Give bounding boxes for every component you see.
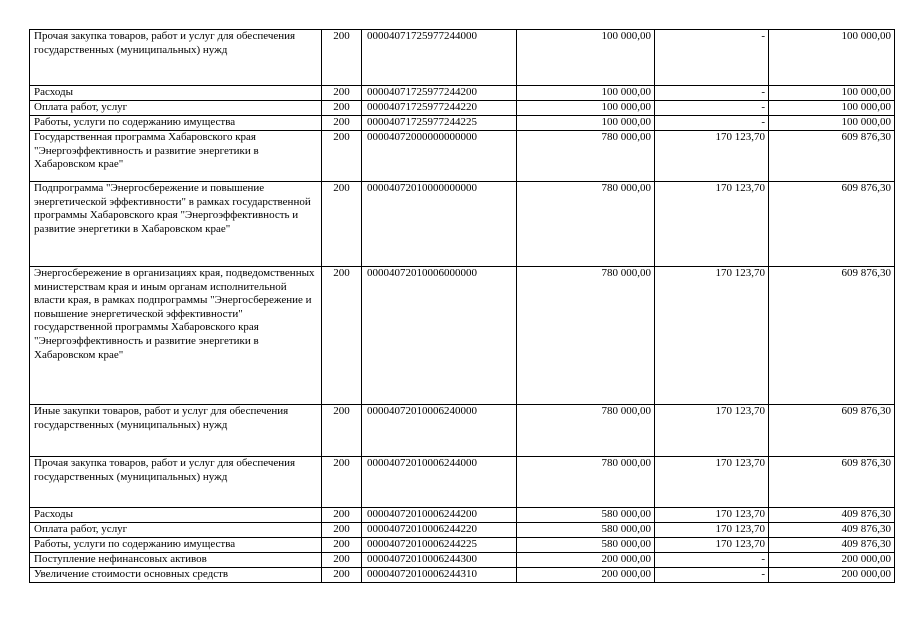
- row-name: Работы, услуги по содержанию имущества: [30, 116, 322, 131]
- row-code: 200: [322, 86, 362, 101]
- row-rest: 100 000,00: [769, 116, 895, 131]
- row-rest: 200 000,00: [769, 553, 895, 568]
- row-plan: 200 000,00: [517, 553, 655, 568]
- row-code: 200: [322, 568, 362, 583]
- row-plan: 780 000,00: [517, 457, 655, 508]
- row-kbk: 00004072010006240000: [362, 405, 517, 457]
- row-kbk: 00004072010006244225: [362, 538, 517, 553]
- row-exec: 170 123,70: [655, 457, 769, 508]
- row-exec: -: [655, 101, 769, 116]
- row-plan: 780 000,00: [517, 182, 655, 267]
- table-row: [30, 457, 895, 508]
- row-rest: 609 876,30: [769, 182, 895, 267]
- row-name: Оплата работ, услуг: [30, 523, 322, 538]
- row-kbk: 00004071725977244200: [362, 86, 517, 101]
- row-plan: 780 000,00: [517, 405, 655, 457]
- row-name: Работы, услуги по содержанию имущества: [30, 538, 322, 553]
- row-name: Расходы: [30, 508, 322, 523]
- row-code: 200: [322, 101, 362, 116]
- row-rest: 409 876,30: [769, 508, 895, 523]
- row-kbk: 00004072000000000000: [362, 131, 517, 182]
- row-code: 200: [322, 553, 362, 568]
- row-exec: 170 123,70: [655, 131, 769, 182]
- row-exec: -: [655, 568, 769, 583]
- budget-execution-table: [29, 29, 895, 583]
- row-kbk: 00004072010006244200: [362, 508, 517, 523]
- table-row: [30, 30, 895, 86]
- row-exec: -: [655, 30, 769, 86]
- row-exec: 170 123,70: [655, 405, 769, 457]
- row-exec: 170 123,70: [655, 523, 769, 538]
- row-kbk: 00004071725977244225: [362, 116, 517, 131]
- row-kbk: 00004072010006244300: [362, 553, 517, 568]
- row-code: 200: [322, 30, 362, 86]
- table-row: [30, 405, 895, 457]
- row-kbk: 00004072010006244310: [362, 568, 517, 583]
- row-code: 200: [322, 131, 362, 182]
- row-rest: 100 000,00: [769, 101, 895, 116]
- row-plan: 780 000,00: [517, 131, 655, 182]
- row-name: Государственная программа Хабаровского края "Энергоэффективность и развитие энергетики в Хабаровском крае": [30, 131, 322, 182]
- row-plan: 100 000,00: [517, 30, 655, 86]
- row-code: 200: [322, 116, 362, 131]
- row-rest: 609 876,30: [769, 405, 895, 457]
- row-rest: 100 000,00: [769, 30, 895, 86]
- table-row: [30, 101, 895, 116]
- row-kbk: 00004072010000000000: [362, 182, 517, 267]
- row-rest: 200 000,00: [769, 568, 895, 583]
- row-plan: 780 000,00: [517, 267, 655, 405]
- row-kbk: 00004071725977244220: [362, 101, 517, 116]
- row-name: Прочая закупка товаров, работ и услуг для обеспечения государственных (муниципальных) нужд: [30, 30, 322, 86]
- row-code: 200: [322, 508, 362, 523]
- row-name: Увеличение стоимости основных средств: [30, 568, 322, 583]
- row-kbk: 00004072010006244000: [362, 457, 517, 508]
- table-row: [30, 568, 895, 583]
- row-rest: 409 876,30: [769, 538, 895, 553]
- table-row: [30, 131, 895, 182]
- table-row: [30, 182, 895, 267]
- row-rest: 609 876,30: [769, 131, 895, 182]
- row-name: Подпрограмма "Энергосбережение и повышение энергетической эффективности" в рамках государственной программы Хабаровского края "Энергоэффективность и развитие энергетики в Хабаровском крае": [30, 182, 322, 267]
- row-rest: 609 876,30: [769, 457, 895, 508]
- row-name: Энергосбережение в организациях края, подведомственных министерствам края и иным органам исполнительной власти края, в рамках подпрограммы "Энергосбережение и повышение энергетической эффективности" государственной программы Хабаровского края "Энергоэффективность и развитие энергетики в Хабаровском крае": [30, 267, 322, 405]
- row-rest: 100 000,00: [769, 86, 895, 101]
- row-kbk: 00004072010006000000: [362, 267, 517, 405]
- row-rest: 409 876,30: [769, 523, 895, 538]
- row-rest: 609 876,30: [769, 267, 895, 405]
- row-kbk: 00004072010006244220: [362, 523, 517, 538]
- table-row: [30, 267, 895, 405]
- row-code: 200: [322, 405, 362, 457]
- row-code: 200: [322, 457, 362, 508]
- row-exec: -: [655, 553, 769, 568]
- row-plan: 580 000,00: [517, 538, 655, 553]
- row-plan: 100 000,00: [517, 101, 655, 116]
- row-name: Поступление нефинансовых активов: [30, 553, 322, 568]
- row-name: Прочая закупка товаров, работ и услуг для обеспечения государственных (муниципальных) нужд: [30, 457, 322, 508]
- table-row: [30, 86, 895, 101]
- row-plan: 100 000,00: [517, 116, 655, 131]
- row-code: 200: [322, 523, 362, 538]
- row-plan: 200 000,00: [517, 568, 655, 583]
- table-row: [30, 538, 895, 553]
- row-exec: -: [655, 86, 769, 101]
- row-exec: 170 123,70: [655, 267, 769, 405]
- row-name: Иные закупки товаров, работ и услуг для обеспечения государственных (муниципальных) нужд: [30, 405, 322, 457]
- row-kbk: 00004071725977244000: [362, 30, 517, 86]
- row-exec: -: [655, 116, 769, 131]
- row-name: Расходы: [30, 86, 322, 101]
- table-row: [30, 553, 895, 568]
- row-code: 200: [322, 267, 362, 405]
- row-plan: 580 000,00: [517, 523, 655, 538]
- table-body: [30, 30, 895, 583]
- row-exec: 170 123,70: [655, 508, 769, 523]
- row-code: 200: [322, 182, 362, 267]
- table-row: [30, 116, 895, 131]
- row-name: Оплата работ, услуг: [30, 101, 322, 116]
- row-code: 200: [322, 538, 362, 553]
- row-exec: 170 123,70: [655, 538, 769, 553]
- table-row: [30, 508, 895, 523]
- row-plan: 100 000,00: [517, 86, 655, 101]
- table-row: [30, 523, 895, 538]
- row-exec: 170 123,70: [655, 182, 769, 267]
- row-plan: 580 000,00: [517, 508, 655, 523]
